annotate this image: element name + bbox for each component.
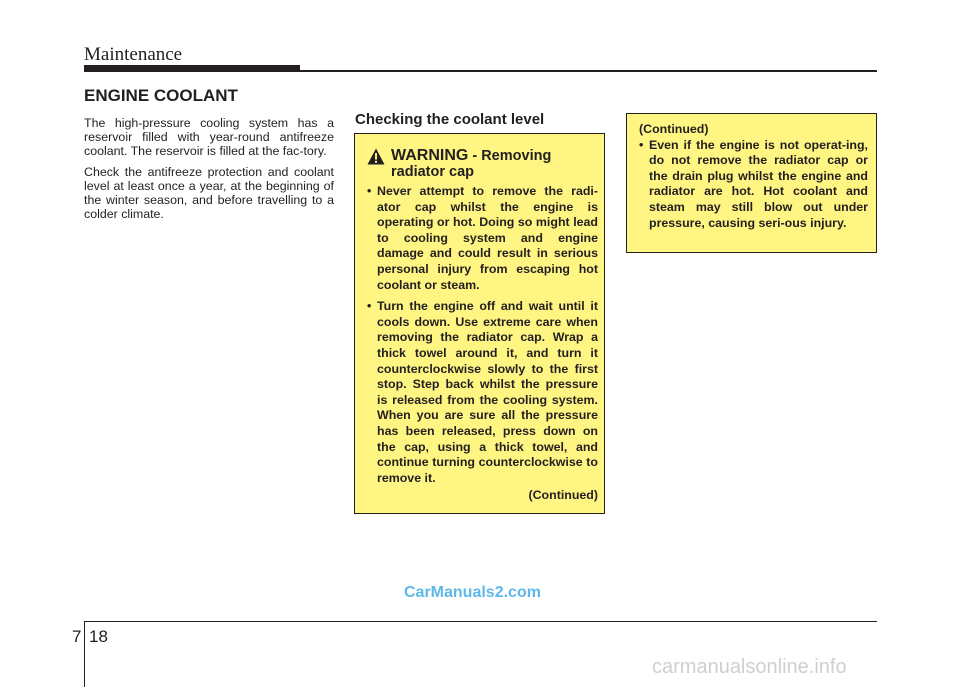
warning-bullet: • Turn the engine off and wait until it cools down. Use extreme care when removing the radiator cap. Wrap a thick towel around it, and turn it counterclockwise slowly to the first stop. Step back whilst the pressure is released from the cooling system. When you are sure all the pressure has been released, press down on the cap, using a thick towel, and continue turning counterclockwise to remove it. bbox=[367, 299, 598, 486]
watermark-bottom: carmanualsonline.info bbox=[652, 656, 847, 678]
continuation-box bbox=[626, 113, 877, 253]
footer-section-number: 7 bbox=[72, 627, 82, 646]
warning-triangle-icon bbox=[367, 148, 385, 165]
warning-subject: - Removing radiator cap bbox=[391, 148, 552, 180]
footer-line bbox=[84, 621, 877, 622]
section-title: ENGINE COOLANT bbox=[84, 86, 238, 105]
subheading: Checking the coolant level bbox=[355, 111, 545, 128]
warning-word: WARNING bbox=[391, 147, 469, 164]
intro-paragraph-1: The high-pressure cooling system has a reservoir filled with year-round antifreeze coolant. The reservoir is filled at the fac-tory. bbox=[84, 116, 334, 159]
intro-paragraph-2: Check the antifreeze protection and coolant level at least once a year, at the beginning of the winter season, and before travelling to a colder climate. bbox=[84, 164, 334, 222]
continuation-list bbox=[639, 138, 868, 232]
warning-box bbox=[354, 133, 605, 514]
continuation-label: (Continued) bbox=[639, 122, 709, 136]
footer-page-number: 18 bbox=[89, 627, 108, 646]
header-bar-thin bbox=[300, 70, 877, 72]
watermark-top[interactable]: CarManuals2.com bbox=[404, 584, 541, 601]
warning-list bbox=[367, 184, 598, 486]
header-section-title: Maintenance bbox=[84, 44, 183, 65]
warning-continued-label: (Continued) bbox=[528, 488, 598, 503]
warning-bullet: • Never attempt to remove the radi-ator cap whilst the engine is operating or hot. Doing so might lead to cooling system and engine damage and could result in serious personal injury from escaping hot coolant or steam. bbox=[367, 184, 598, 293]
continuation-bullet: • Even if the engine is not operat-ing, do not remove the radiator cap or the drain plug whilst the engine and radiator are hot. Hot coolant and steam may still blow out under pressure, causing seri-ous injury. bbox=[639, 138, 868, 232]
warning-header bbox=[367, 148, 598, 180]
warning-title bbox=[391, 148, 598, 180]
footer-divider bbox=[84, 621, 85, 687]
intro-column bbox=[84, 116, 334, 227]
header-bar-thick bbox=[84, 65, 300, 72]
